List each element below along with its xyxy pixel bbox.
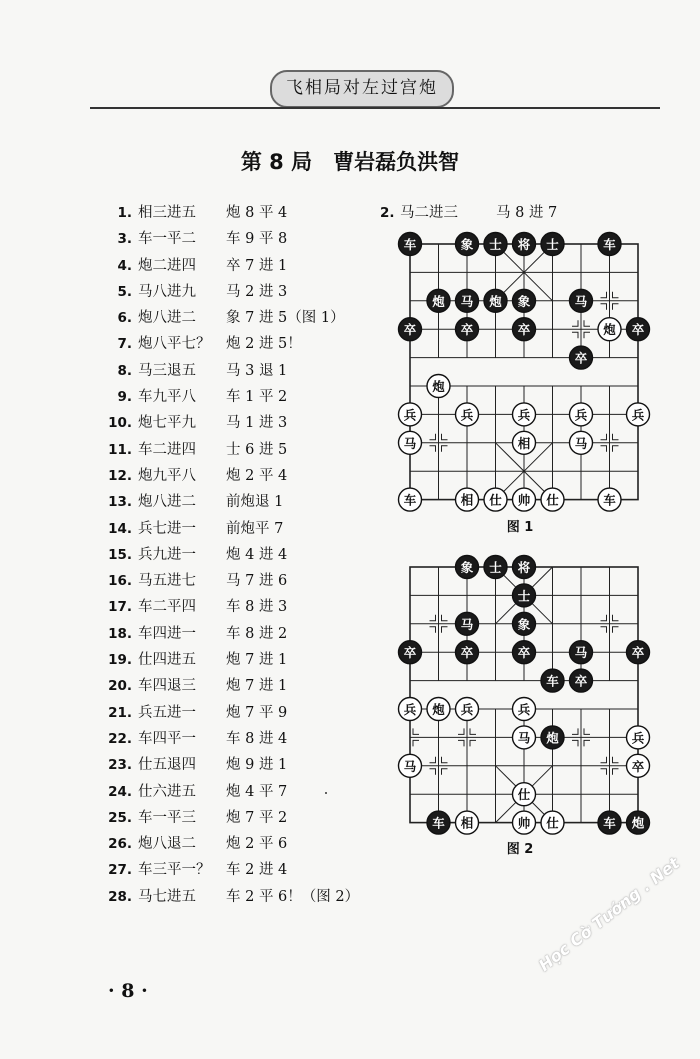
svg-text:士: 士 xyxy=(489,237,502,252)
watermark: Học Cờ Tướng . Net xyxy=(535,853,684,975)
black-piece xyxy=(399,318,422,341)
black-move: 车 8 进 3 xyxy=(226,599,288,616)
move-number: 27. xyxy=(108,862,132,879)
black-piece xyxy=(484,556,507,579)
stray-dot xyxy=(325,792,327,794)
red-move: 炮八平七？ xyxy=(138,336,211,353)
black-move: 炮 7 进 1 xyxy=(226,652,288,669)
black-piece xyxy=(513,556,536,579)
black-piece xyxy=(399,233,422,256)
move-number: 26. xyxy=(108,836,132,853)
red-piece xyxy=(513,488,536,511)
black-move: 士 6 进 5 xyxy=(226,441,288,458)
move-number: 23. xyxy=(108,757,132,774)
move-number: 28. xyxy=(108,888,132,905)
svg-text:相: 相 xyxy=(460,815,474,831)
svg-text:兵: 兵 xyxy=(517,407,531,423)
red-move: 车九平八 xyxy=(138,389,196,406)
red-piece xyxy=(513,811,536,834)
svg-text:兵: 兵 xyxy=(631,407,645,423)
red-piece xyxy=(513,698,536,721)
black-move: 炮 4 进 4 xyxy=(226,546,288,563)
black-piece xyxy=(627,318,650,341)
svg-text:兵: 兵 xyxy=(403,702,417,717)
move-row xyxy=(108,331,368,357)
black-piece xyxy=(541,233,564,256)
red-move: 炮九平八 xyxy=(138,467,196,484)
red-piece xyxy=(627,726,650,749)
svg-text:士: 士 xyxy=(489,560,502,575)
svg-text:象: 象 xyxy=(517,293,531,309)
black-piece xyxy=(541,726,564,749)
red-move: 炮八进二 xyxy=(138,310,196,327)
red-piece xyxy=(513,783,536,806)
black-piece xyxy=(399,641,422,664)
move-number: 14. xyxy=(108,520,132,537)
svg-text:卒: 卒 xyxy=(460,322,474,338)
red-move: 兵五进一 xyxy=(138,704,196,721)
red-move: 马三退五 xyxy=(138,362,196,379)
board-diagram-1 xyxy=(396,230,652,514)
black-piece xyxy=(513,584,536,607)
black-piece xyxy=(513,233,536,256)
svg-text:炮: 炮 xyxy=(631,815,645,831)
black-move: 炮 2 进 5！ xyxy=(226,336,302,353)
move-row xyxy=(108,437,368,463)
move-row xyxy=(108,305,368,331)
move-number: 15. xyxy=(108,546,132,563)
black-move: 象 7 进 5（图 1） xyxy=(226,310,345,327)
svg-text:卒: 卒 xyxy=(517,322,531,338)
move-list xyxy=(108,200,368,910)
svg-text:炮: 炮 xyxy=(546,730,559,746)
move-number: 2. xyxy=(380,205,395,221)
svg-text:士: 士 xyxy=(517,588,531,604)
chapter-title: 飞相局对左过宫炮 xyxy=(270,70,454,108)
red-piece xyxy=(513,726,536,749)
red-move: 车二平四 xyxy=(138,599,196,616)
move-number: 12. xyxy=(108,467,132,484)
red-move: 车四退三 xyxy=(138,678,196,695)
svg-text:车: 车 xyxy=(603,492,616,508)
black-move: 车 2 进 4 xyxy=(226,862,288,879)
game-title: 第 8 局 曹岩磊负洪智 xyxy=(240,150,460,174)
black-piece xyxy=(456,556,479,579)
red-move: 兵七进一 xyxy=(138,520,196,537)
move-number: 4. xyxy=(117,257,132,274)
black-move: 车 1 平 2 xyxy=(226,389,288,406)
black-move: 炮 4 平 7 xyxy=(226,783,288,800)
red-move: 炮七平九 xyxy=(138,415,196,432)
svg-text:马: 马 xyxy=(460,293,474,309)
svg-text:马: 马 xyxy=(574,645,588,661)
svg-text:兵: 兵 xyxy=(574,407,588,423)
move-row xyxy=(108,279,368,305)
red-piece xyxy=(541,488,564,511)
svg-text:相: 相 xyxy=(517,435,531,451)
red-piece xyxy=(598,318,621,341)
black-move: 前炮平 7 xyxy=(226,520,284,537)
red-piece xyxy=(427,698,450,721)
red-move: 马五进七 xyxy=(138,573,196,590)
move-row xyxy=(108,489,368,515)
black-piece xyxy=(456,289,479,312)
black-move: 前炮退 1 xyxy=(226,494,284,511)
red-move: 马八进九 xyxy=(138,283,196,300)
svg-text:卒: 卒 xyxy=(460,645,474,661)
xiangqi-board-2 xyxy=(396,553,652,837)
black-move: 马 2 进 3 xyxy=(226,283,288,300)
red-move: 车四平一 xyxy=(138,730,196,747)
xiangqi-board-1 xyxy=(396,230,652,514)
svg-text:卒: 卒 xyxy=(574,350,588,366)
svg-text:卒: 卒 xyxy=(403,322,417,338)
move-number: 19. xyxy=(108,652,132,669)
svg-text:卒: 卒 xyxy=(631,645,645,661)
black-piece xyxy=(484,289,507,312)
black-piece xyxy=(627,811,650,834)
svg-text:士: 士 xyxy=(546,237,559,252)
move-number: 10. xyxy=(108,415,132,432)
move-row xyxy=(108,857,368,883)
red-piece xyxy=(427,375,450,398)
svg-text:卒: 卒 xyxy=(403,645,417,661)
svg-text:炮: 炮 xyxy=(432,702,445,717)
svg-text:将: 将 xyxy=(517,560,531,575)
board-diagram-2 xyxy=(396,553,652,837)
black-move: 马 7 进 6 xyxy=(226,573,288,590)
red-piece xyxy=(513,431,536,454)
move-row xyxy=(108,568,368,594)
move-row xyxy=(108,594,368,620)
page-number: · 8 · xyxy=(108,980,148,1002)
black-piece xyxy=(598,811,621,834)
move-row xyxy=(108,384,368,410)
black-piece xyxy=(513,289,536,312)
move-row xyxy=(108,779,368,805)
red-move: 兵九进一 xyxy=(138,546,196,563)
red-piece xyxy=(570,403,593,426)
red-piece xyxy=(627,754,650,777)
black-piece xyxy=(427,811,450,834)
move-2 xyxy=(380,200,557,226)
svg-text:炮: 炮 xyxy=(603,322,616,338)
svg-text:马: 马 xyxy=(574,435,588,451)
black-move: 炮 7 平 2 xyxy=(226,809,288,826)
svg-text:象: 象 xyxy=(460,560,474,575)
move-row xyxy=(108,805,368,831)
svg-text:帅: 帅 xyxy=(517,492,531,508)
red-piece xyxy=(627,403,650,426)
move-number: 8. xyxy=(117,362,132,379)
black-piece xyxy=(570,641,593,664)
svg-text:车: 车 xyxy=(603,815,616,831)
svg-text:炮: 炮 xyxy=(432,379,445,394)
svg-text:马: 马 xyxy=(574,293,588,309)
black-piece xyxy=(456,612,479,635)
red-move: 马二进三 xyxy=(400,205,458,221)
svg-text:仕: 仕 xyxy=(546,492,559,508)
black-piece xyxy=(627,641,650,664)
svg-text:卒: 卒 xyxy=(631,758,645,774)
red-piece xyxy=(399,403,422,426)
svg-text:兵: 兵 xyxy=(460,702,474,717)
black-move: 炮 7 进 1 xyxy=(226,678,288,695)
svg-text:车: 车 xyxy=(403,237,417,252)
svg-text:车: 车 xyxy=(603,237,616,252)
black-piece xyxy=(598,233,621,256)
svg-text:象: 象 xyxy=(460,237,474,252)
svg-text:马: 马 xyxy=(403,758,417,774)
red-piece xyxy=(484,488,507,511)
black-move: 炮 7 平 9 xyxy=(226,704,288,721)
black-move: 车 8 进 4 xyxy=(226,730,288,747)
move-row xyxy=(108,463,368,489)
red-move: 车四进一 xyxy=(138,625,196,642)
move-number: 3. xyxy=(117,231,132,248)
move-row xyxy=(108,831,368,857)
move-number: 5. xyxy=(117,283,132,300)
black-move: 车 2 平 6！（图 2） xyxy=(226,888,360,905)
svg-text:马: 马 xyxy=(403,435,417,451)
move-row xyxy=(108,253,368,279)
move-row xyxy=(108,621,368,647)
move-number: 25. xyxy=(108,809,132,826)
move-number: 6. xyxy=(117,310,132,327)
move-number: 20. xyxy=(108,678,132,695)
black-move: 马 3 退 1 xyxy=(226,362,288,379)
move-number: 22. xyxy=(108,730,132,747)
black-piece xyxy=(456,641,479,664)
header-rule xyxy=(90,107,660,109)
svg-text:炮: 炮 xyxy=(432,293,445,309)
svg-text:兵: 兵 xyxy=(403,407,417,423)
svg-text:将: 将 xyxy=(517,237,531,252)
svg-text:仕: 仕 xyxy=(546,815,559,831)
red-move: 仕四进五 xyxy=(138,652,196,669)
move-number: 16. xyxy=(108,573,132,590)
svg-text:马: 马 xyxy=(517,730,531,746)
move-number: 7. xyxy=(117,336,132,353)
svg-text:马: 马 xyxy=(460,616,474,632)
red-piece xyxy=(570,431,593,454)
red-piece xyxy=(456,698,479,721)
move-row xyxy=(108,358,368,384)
black-piece xyxy=(513,641,536,664)
black-piece xyxy=(456,318,479,341)
black-piece xyxy=(570,289,593,312)
black-move: 卒 7 进 1 xyxy=(226,257,288,274)
black-move: 炮 2 平 4 xyxy=(226,467,288,484)
black-move: 炮 8 平 4 xyxy=(226,205,288,221)
move-number: 1. xyxy=(117,205,132,221)
red-move: 炮二进四 xyxy=(138,257,196,274)
red-move: 仕六进五 xyxy=(138,783,196,800)
caption-figure-2: 图 2 xyxy=(506,842,534,857)
black-piece xyxy=(513,612,536,635)
black-piece xyxy=(513,318,536,341)
move-number: 17. xyxy=(108,599,132,616)
board-grid xyxy=(410,244,638,500)
move-row xyxy=(108,226,368,252)
black-move: 炮 9 进 1 xyxy=(226,757,288,774)
svg-text:卒: 卒 xyxy=(517,645,531,661)
black-move: 炮 2 平 6 xyxy=(226,836,288,853)
move-row xyxy=(108,542,368,568)
black-piece xyxy=(427,289,450,312)
red-move: 车一平三 xyxy=(138,809,196,826)
svg-text:兵: 兵 xyxy=(631,730,645,746)
red-piece xyxy=(456,811,479,834)
black-move: 马 1 进 3 xyxy=(226,415,288,432)
black-piece xyxy=(484,233,507,256)
svg-text:象: 象 xyxy=(517,616,531,632)
black-piece xyxy=(541,669,564,692)
black-move: 马 8 进 7 xyxy=(496,205,558,221)
red-piece xyxy=(399,754,422,777)
move-number: 21. xyxy=(108,704,132,721)
black-piece xyxy=(570,669,593,692)
red-move: 炮八退二 xyxy=(138,836,196,853)
move-row xyxy=(108,884,368,910)
black-move: 车 8 进 2 xyxy=(226,625,288,642)
red-piece xyxy=(513,403,536,426)
svg-text:卒: 卒 xyxy=(574,673,588,689)
move-row xyxy=(108,647,368,673)
move-row xyxy=(108,700,368,726)
move-number: 11. xyxy=(108,441,132,458)
move-row xyxy=(108,410,368,436)
move-number: 13. xyxy=(108,494,132,511)
black-piece xyxy=(456,233,479,256)
svg-text:帅: 帅 xyxy=(517,815,531,831)
move-row xyxy=(108,516,368,542)
move-row xyxy=(108,726,368,752)
black-move: 车 9 平 8 xyxy=(226,231,288,248)
svg-text:卒: 卒 xyxy=(631,322,645,338)
move-number: 9. xyxy=(117,389,132,406)
red-piece xyxy=(399,698,422,721)
svg-text:相: 相 xyxy=(460,492,474,508)
move-row xyxy=(108,752,368,778)
red-move: 车二进四 xyxy=(138,441,196,458)
svg-text:炮: 炮 xyxy=(489,293,502,309)
svg-text:仕: 仕 xyxy=(517,787,531,803)
running-header xyxy=(0,62,700,112)
svg-text:车: 车 xyxy=(403,492,417,508)
svg-text:车: 车 xyxy=(432,815,445,831)
black-piece xyxy=(570,346,593,369)
move-row xyxy=(108,200,368,226)
red-move: 相三进五 xyxy=(138,205,196,221)
red-piece xyxy=(456,488,479,511)
caption-figure-1: 图 1 xyxy=(506,520,534,535)
red-move: 仕五退四 xyxy=(138,757,196,774)
red-piece xyxy=(399,488,422,511)
svg-text:车: 车 xyxy=(546,673,559,689)
red-piece xyxy=(541,811,564,834)
svg-text:仕: 仕 xyxy=(489,492,502,508)
red-piece xyxy=(598,488,621,511)
svg-text:兵: 兵 xyxy=(460,407,474,423)
move-row xyxy=(108,673,368,699)
move-number: 24. xyxy=(108,783,132,800)
red-move: 车一平二 xyxy=(138,231,196,248)
move-number: 18. xyxy=(108,625,132,642)
red-piece xyxy=(456,403,479,426)
red-move: 炮八进二 xyxy=(138,494,196,511)
red-move: 马七进五 xyxy=(138,888,196,905)
red-move: 车三平一？ xyxy=(138,862,211,879)
red-piece xyxy=(399,431,422,454)
svg-text:兵: 兵 xyxy=(517,702,531,717)
